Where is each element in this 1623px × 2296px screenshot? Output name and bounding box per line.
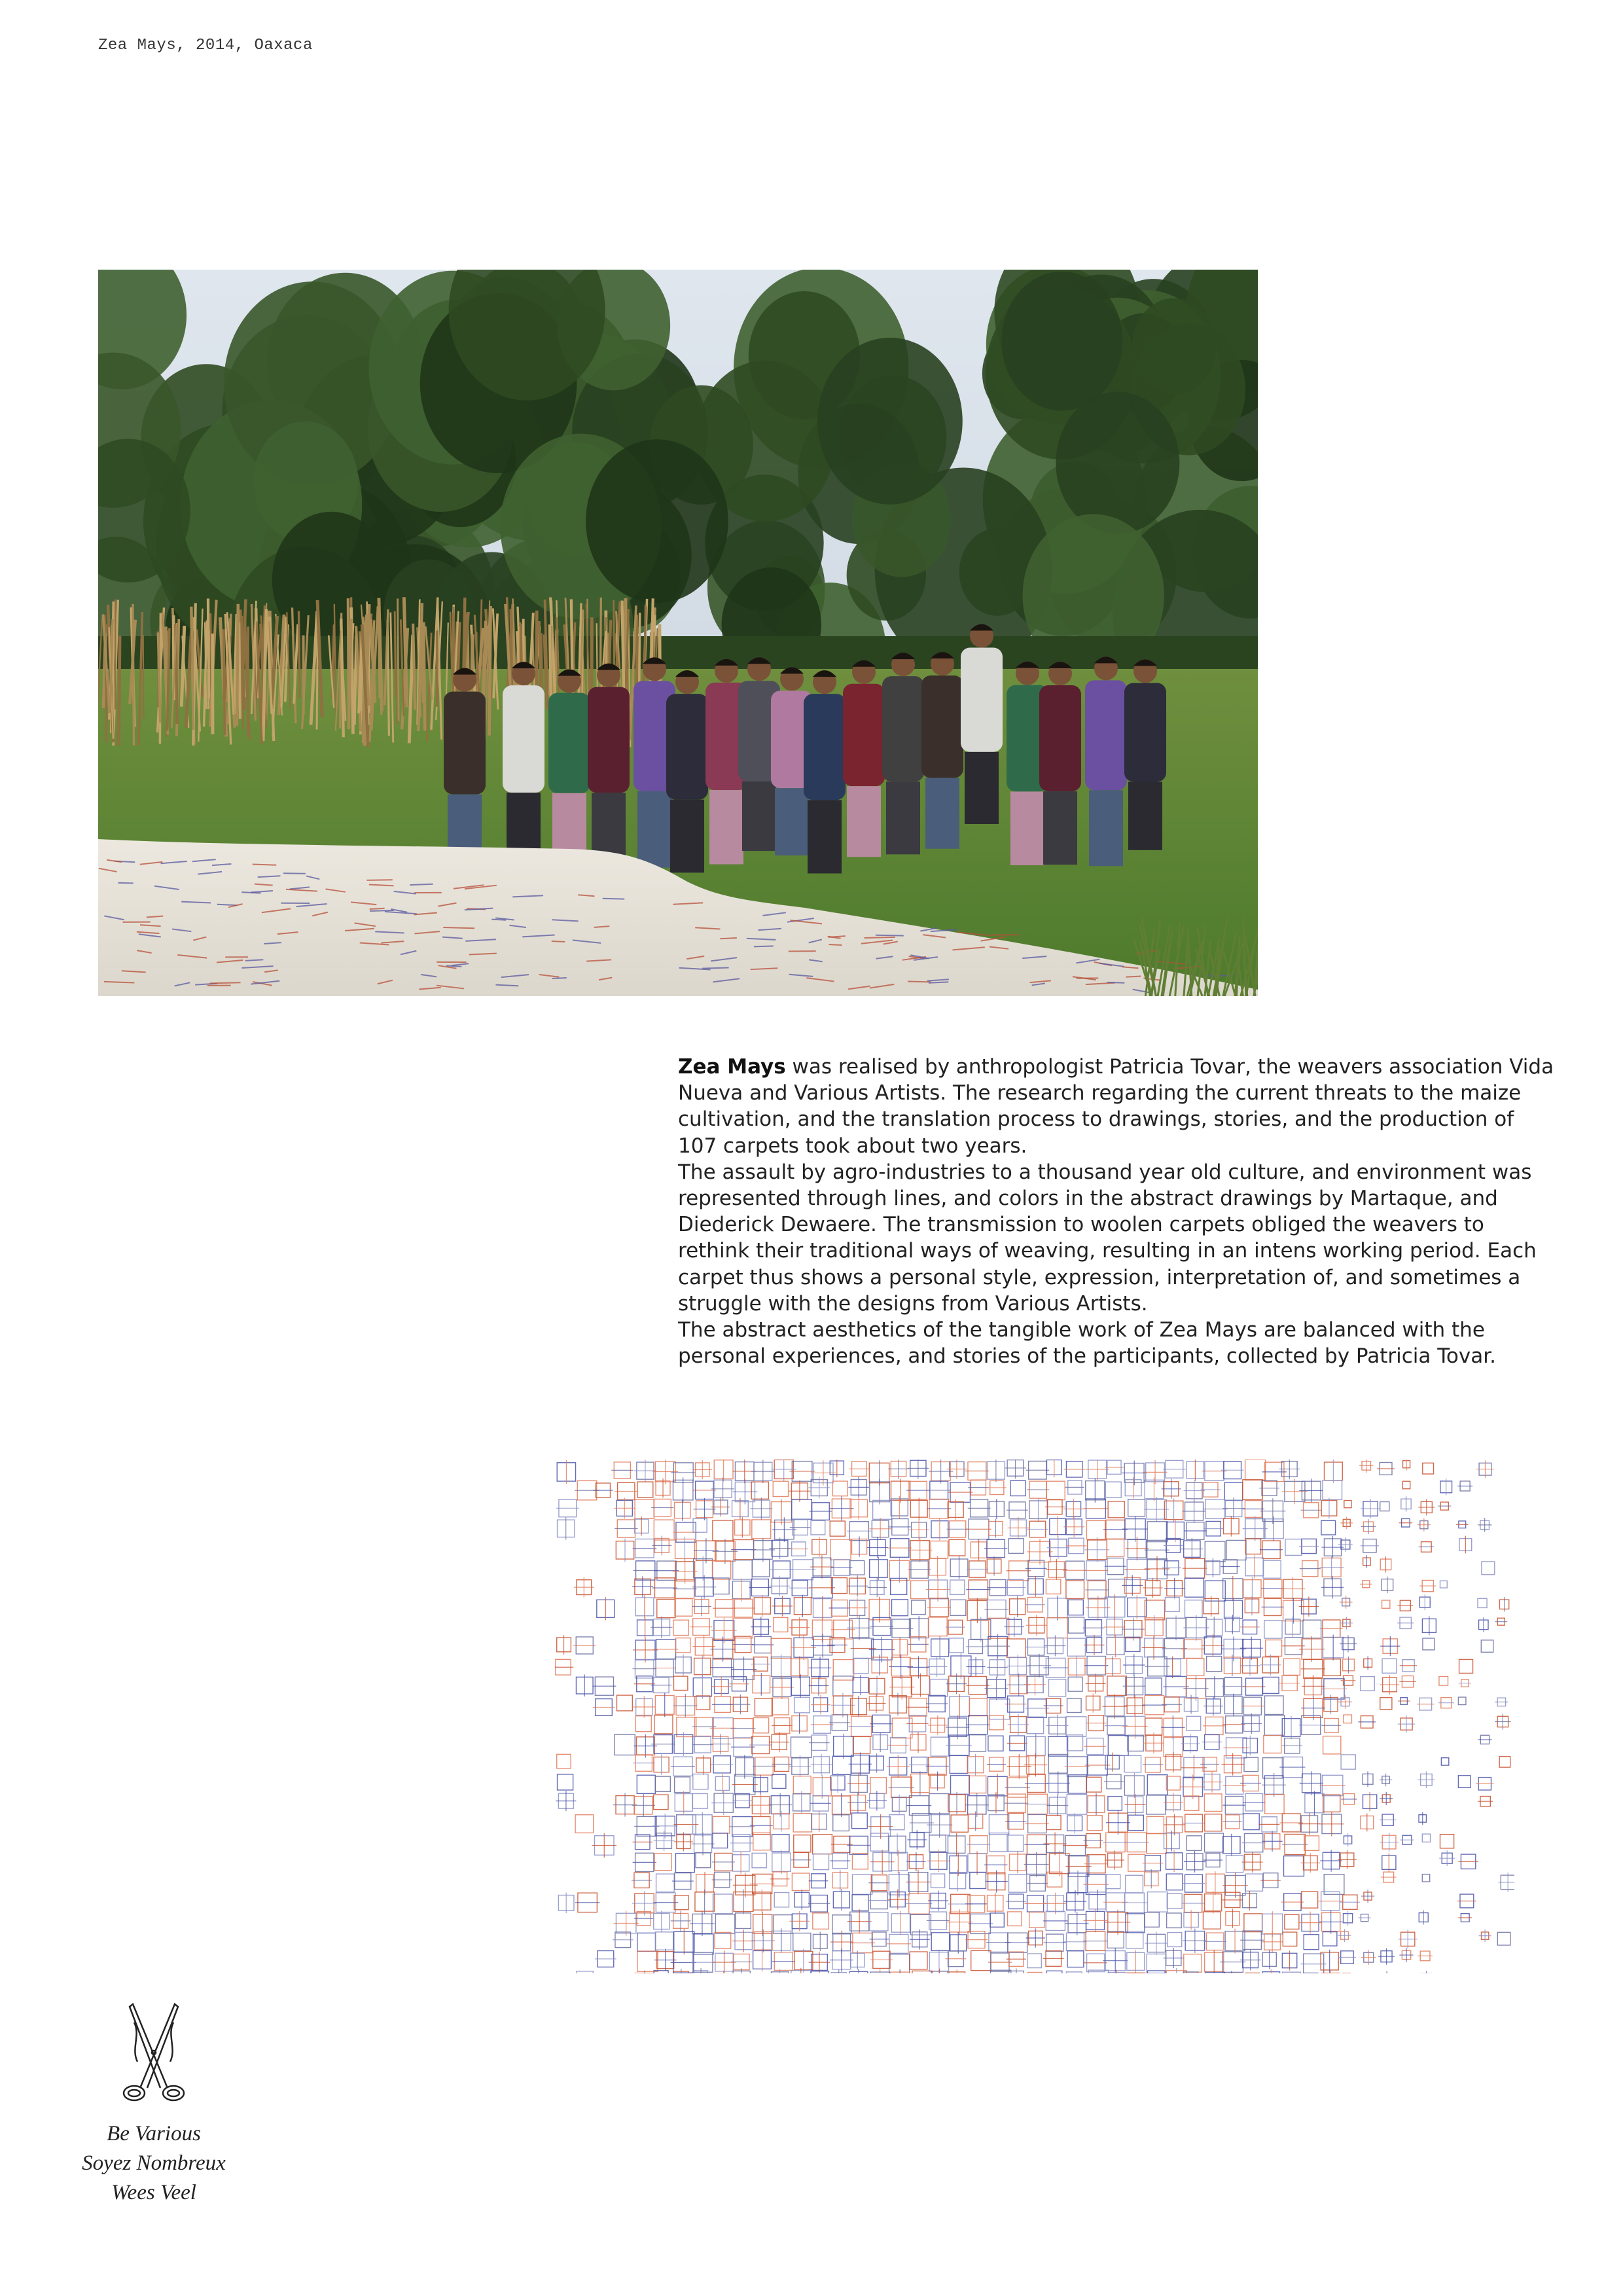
motto-line: Wees Veel [111,2181,196,2204]
page-caption: Zea Mays, 2014, Oaxaca [98,37,313,54]
description-paragraph-3: The abstract aesthetics of the tangible work of Zea Mays are balanced with the personal experiences, and stories of the participants, collected by Patricia Tovar. [678,1318,1496,1369]
project-description [678,1054,1555,1369]
group-photo [98,270,1258,996]
abstract-line-drawing [555,1460,1514,1973]
description-paragraph-2: The assault by agro-industries to a thousand year old culture, and environment was represented through lines, and colors in the abstract drawings by Martaque, and Diederick Dewaere. The transmission to woolen carpets obliged the weavers to rethink their traditional ways of weaving, resulting in an intens working period. Each carpet thus shows a personal style, expression, interpretation of, and sometimes a struggle with the designs from Various Artists. [678,1160,1537,1316]
footer-motto [65,2119,242,2208]
motto-line: Soyez Nombreux [82,2151,226,2175]
scissors-icon [115,1996,193,2108]
description-paragraph-1: Zea Mays was realised by anthropologist Patricia Tovar, the weavers association Vida Nueva and Various Artists. The research regarding the current threats to the maize cultivation, and the translation process to drawings, stories, and the production of 107 carpets took about two years. [678,1055,1554,1158]
project-title: Zea Mays [678,1055,786,1079]
motto-line: Be Various [107,2122,201,2145]
footer-logo [65,1996,242,2208]
